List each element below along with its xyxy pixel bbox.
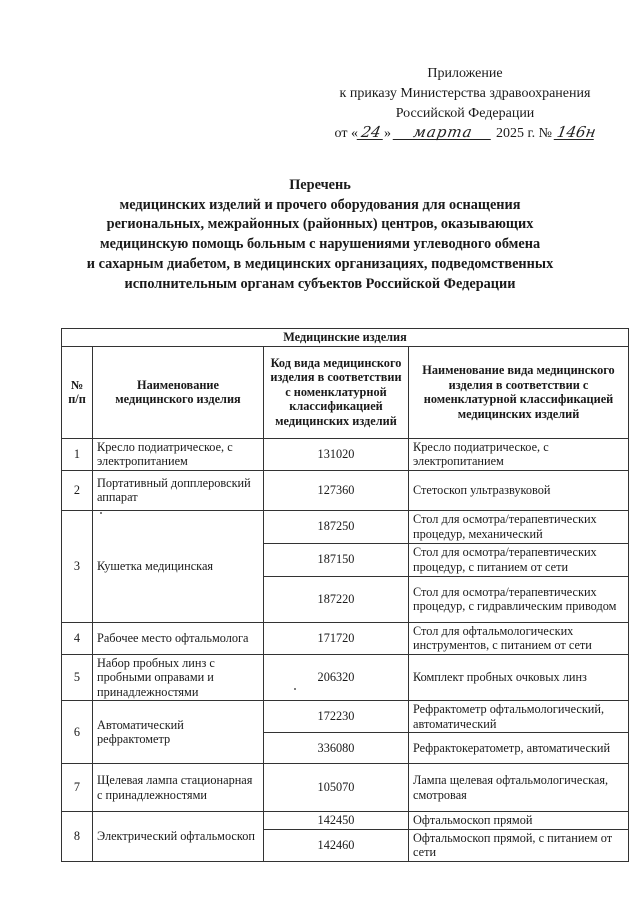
table-row	[62, 654, 629, 701]
device-name: Кушетка медицинская	[93, 510, 264, 622]
date-day-handwritten: 24	[357, 125, 386, 140]
type-code: 142450	[264, 812, 409, 830]
document-title	[60, 176, 580, 294]
type-code: 187250	[264, 510, 409, 543]
device-name: Щелевая лампа стационарная с принадлежностями	[93, 764, 264, 812]
type-name: Комплект пробных очковых линз	[409, 654, 629, 701]
device-name: Автоматический рефрактометр	[93, 701, 264, 764]
device-name: Набор пробных линз с пробными оправами и принадлежностями	[93, 654, 264, 701]
approval-line-2: к приказу Министерства здравоохранения	[339, 86, 591, 101]
table-row	[62, 438, 629, 470]
approval-line-1: Приложение	[427, 66, 503, 81]
scan-speck	[294, 688, 296, 690]
header-type-code: Код вида медицинского изделия в соответствии с номенклатурной классификацией медицинских изделий	[264, 346, 409, 438]
table-row	[62, 470, 629, 510]
date-year: 2025 г. №	[495, 126, 552, 141]
device-name: Портативный допплеровский аппарат	[93, 470, 264, 510]
title-line-2: медицинских изделий и прочего оборудования для оснащения	[119, 196, 521, 213]
type-code: 336080	[264, 733, 409, 764]
row-number: 4	[62, 622, 93, 654]
type-name: Стол для осмотра/терапевтических процедур, с питанием от сети	[409, 543, 629, 576]
type-name: Рефрактометр офтальмологический, автоматический	[409, 701, 629, 733]
scan-speck	[100, 512, 102, 514]
type-code: 131020	[264, 438, 409, 470]
row-number: 1	[62, 438, 93, 470]
header-device-name: Наименование медицинского изделия	[93, 346, 264, 438]
approval-date-line	[300, 124, 630, 144]
header-type-name: Наименование вида медицинского изделия в соответствии с номенклатурной классификацией медицинских изделий	[409, 346, 629, 438]
title-line-6: исполнительным органам субъектов Российской Федерации	[124, 275, 516, 292]
table-row	[62, 701, 629, 733]
type-code: 187220	[264, 576, 409, 622]
table-row	[62, 764, 629, 812]
type-name: Стол для осмотра/терапевтических процедур, с гидравлическим приводом	[409, 576, 629, 622]
date-month-handwritten: марта	[393, 125, 494, 140]
date-mid: »	[383, 126, 391, 141]
type-code: 187150	[264, 543, 409, 576]
type-code: 206320	[264, 654, 409, 701]
type-name: Стетоскоп ультразвуковой	[409, 470, 629, 510]
medical-devices-table	[61, 328, 629, 862]
title-line-3: региональных, межрайонных (районных) центров, оказывающих	[106, 216, 534, 233]
table-row	[62, 622, 629, 654]
type-name: Офтальмоскоп прямой, с питанием от сети	[409, 829, 629, 861]
type-name: Рефрактокератометр, автоматический	[409, 733, 629, 764]
date-prefix: от «	[334, 126, 358, 141]
device-name: Электрический офтальмоскоп	[93, 812, 264, 862]
row-number: 6	[62, 701, 93, 764]
table-section-header: Медицинские изделия	[62, 329, 629, 347]
approval-block	[300, 64, 630, 144]
header-num: № п/п	[62, 346, 93, 438]
row-number: 2	[62, 470, 93, 510]
title-line-1: Перечень	[289, 177, 351, 193]
approval-line-3: Российской Федерации	[395, 106, 535, 121]
title-line-5: и сахарным диабетом, в медицинских организациях, подведомственных	[86, 255, 554, 272]
row-number: 7	[62, 764, 93, 812]
type-name: Стол для осмотра/терапевтических процедур, механический	[409, 510, 629, 543]
order-number-handwritten: 146н	[555, 123, 598, 141]
type-code: 172230	[264, 701, 409, 733]
row-number: 8	[62, 812, 93, 862]
type-code: 127360	[264, 470, 409, 510]
title-line-4: медицинскую помощь больным с нарушениями углеводного обмена	[99, 236, 541, 253]
row-number: 3	[62, 510, 93, 622]
type-name: Лампа щелевая офтальмологическая, смотровая	[409, 764, 629, 812]
table-row	[62, 812, 629, 830]
row-number: 5	[62, 654, 93, 701]
device-name: Кресло подиатрическое, с электропитанием	[93, 438, 264, 470]
type-name: Офтальмоскоп прямой	[409, 812, 629, 830]
type-code: 105070	[264, 764, 409, 812]
type-name: Стол для офтальмологических инструментов, с питанием от сети	[409, 622, 629, 654]
type-code: 142460	[264, 829, 409, 861]
table-row	[62, 510, 629, 543]
type-name: Кресло подиатрическое, с электропитанием	[409, 438, 629, 470]
device-name: Рабочее место офтальмолога	[93, 622, 264, 654]
type-code: 171720	[264, 622, 409, 654]
